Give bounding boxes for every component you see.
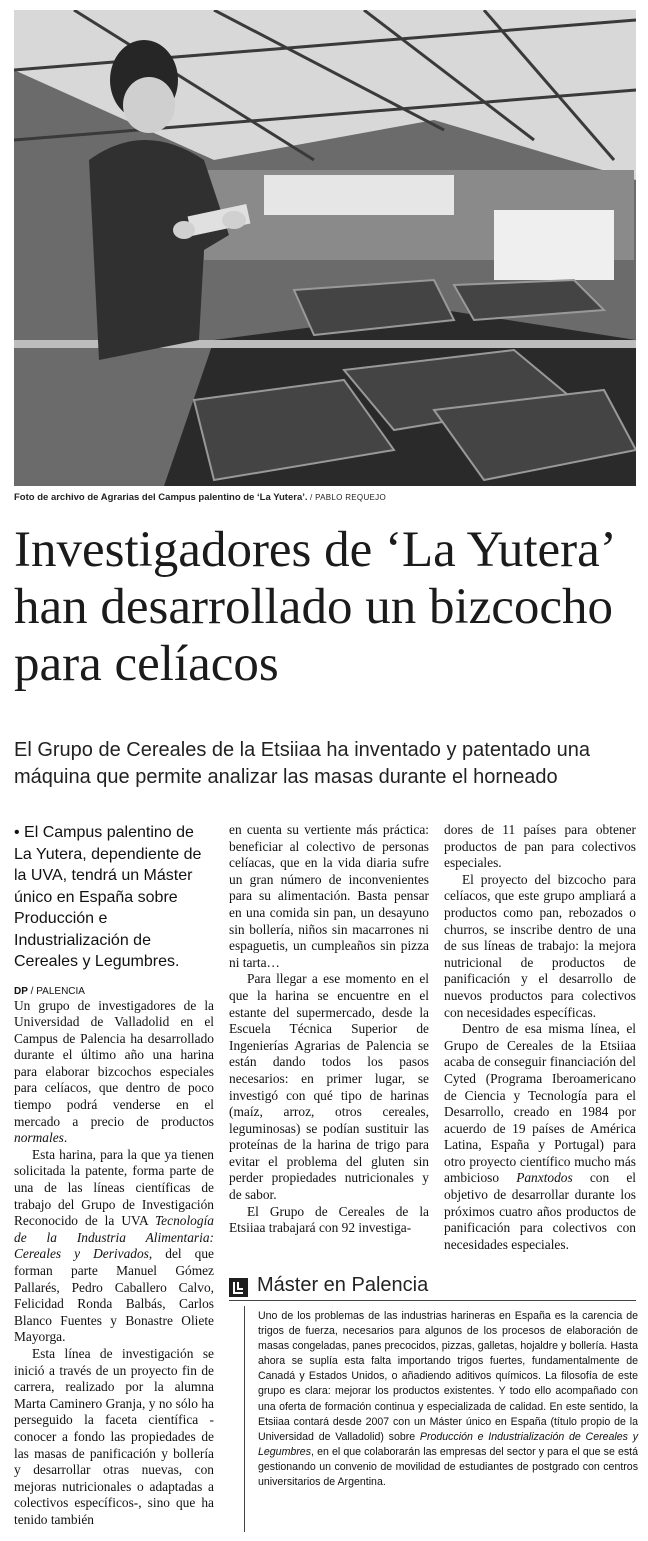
paragraph: Para llegar a ese momento en el que la harina se encuentre en el estante del supermercado, desde la Escuela Técnica Superior de Ingenierías Agrarias de Palencia se están dando todos los pasos necesarios: en primer lugar, se investigó con qué tipo de harinas (maíz, arroz, otros cereales, leguminosas) se podían sustituir las proteínas de la harina de trigo para evitar el problema del gluten sin perder propiedades nutricionales y de sabor. (229, 971, 429, 1203)
paragraph-italic: normales (14, 1130, 64, 1146)
byline (14, 985, 214, 998)
photo-caption (14, 492, 636, 503)
caption-text: Foto de archivo de Agrarias del Campus palentino de ‘La Yutera’. (14, 492, 308, 503)
paragraph-italic: Panxtodos (516, 1170, 573, 1186)
headline: Investigadores de ‘La Yutera’ han desarrollado un bizcocho para celíacos (14, 522, 614, 692)
paragraph: dores de 11 países para obtener productos de pan para colectivos especiales. (444, 822, 636, 871)
paragraph-text: con el objetivo de desarrollar durante los próximos cuatro años productos de panificación para colectivos con necesidades especiales. (444, 1170, 636, 1252)
paragraph-text: Dentro de esa misma línea, el Grupo de Cereales de la Etsiiaa acaba de conseguir financiación del Cyted (Programa Iberoamericano de Ciencia y Tecnología para el Desarrollo, creado en 1984 por acuerdo de 19 países de América Latina, España y Portugal) para otro proyecto científico mucho más ambicioso (444, 1021, 636, 1186)
paragraph-italic: Tecnología de la Industria Alimentaria: Cereales y Derivados (14, 1213, 214, 1262)
paragraph: en cuenta su vertiente más práctica: beneficiar al colectivo de personas celíacas, que en la vida diaria sufre un gran número de inconvenientes para su alimentación. Basta pensar en una comida sin pan, un desayuno sin bollería, niños sin macarrones ni espaguetis, un cumpleaños sin pizza ni tarta… (229, 822, 429, 970)
paragraph-text: . (63, 1130, 68, 1146)
photo-credit: / PABLO REQUEJO (307, 493, 386, 502)
paragraph: Esta línea de investigación se inició a través de un proyecto fin de carrera, realizado por la alumna Marta Caminero Granja, y no sólo ha perseguido la faceta científica -conocer a fondo las propiedades de las masas de panificación y bollería y desarrollar otras nuevas, con mejoras nutricionales o adaptadas a colectivos específicos-, sino que ha tenido también (14, 1345, 214, 1527)
paragraph: El Grupo de Cereales de la Etsiiaa trabajará con 92 investiga- (229, 1203, 429, 1236)
box-logo-icon (229, 1278, 248, 1297)
paragraph (14, 998, 214, 1147)
box-divider (244, 1306, 245, 1532)
article-column-2 (229, 822, 429, 1237)
article-column-1 (14, 822, 214, 1529)
box-title: Máster en Palencia (257, 1274, 429, 1296)
box-text: Uno de los problemas de las industrias harineras en España es la carencia de trigos de fuerza, necesarios para algunos de los procesos de elaboración de masas congeladas, panes precocidos, pizzas, galletas, hojaldre y bollería. Hasta ahora se suplía esta falta importando trigos fuertes, fundamentalmente de Canadá y Estados Unidos, o añadiendo aditivos químicos. La filosofía de este grupo es clara: mejorar los productos existentes. Y todo ello acompañado con una oferta de formación continua y especializada de calidad. En este sentido, la Etsiiaa contará desde 2007 con un Máster único en España (título propio de la Universidad de Valladolid) sobre (258, 1310, 638, 1443)
byline-agency: DP (14, 985, 28, 997)
subheadline: El Grupo de Cereales de la Etsiiaa ha inventado y patentado una máquina que permite analizar las masas durante el horneado (14, 739, 590, 788)
paragraph: El proyecto del bizcocho para celíacos, que este grupo ampliará a productos como pan, rebozados o churros, se inscribe dentro de una de sus líneas de trabajo: la mejora nutricional de productos de panificación y el desarrollo de nuevos productos para colectivos con necesidades específicas. (444, 871, 636, 1020)
box-italic: Producción e Industrialización de Cereales y Legumbres (258, 1430, 638, 1458)
box-body (258, 1309, 638, 1490)
paragraph-text: Un grupo de investigadores de la Universidad de Valladolid en el Campus de Palencia ha desarrollado durante el último año una harina para elaborar bizcochos especiales para celíacos, que dentro de poco tiempo podrá venderse en el mercado a precio de productos (14, 997, 214, 1129)
lead-summary: • El Campus palentino de La Yutera, dependiente de la UVA, tendrá un Máster único en España sobre Producción e Industrialización de Cereales y Legumbres. (14, 824, 202, 970)
paragraph-text: Esta harina, para la que ya tienen solicitada la patente, forma parte de una de las líneas científicas de trabajo del Grupo de Investigación Reconocido de la UVA (14, 1146, 214, 1229)
box-text: , en el que colaborarán las empresas del sector y para el que se está gestionando un convenio de movilidad de estudiantes de postgrado con centros universitarios de Argentina. (258, 1445, 638, 1489)
paragraph (14, 1147, 214, 1346)
paragraph (444, 1021, 636, 1253)
byline-place: / PALENCIA (27, 985, 85, 997)
sidebar-box-header (229, 1276, 636, 1301)
article-column-3 (444, 822, 636, 1253)
greenhouse-photo (14, 10, 636, 486)
paragraph-text: , del que forman parte Manuel Gómez Pallarés, Pedro Caballero Calvo, Felicidad Ronda Balbás, Carlos Blanco Fuentes y Bonastre Oliete Mayorga. (14, 1246, 214, 1345)
